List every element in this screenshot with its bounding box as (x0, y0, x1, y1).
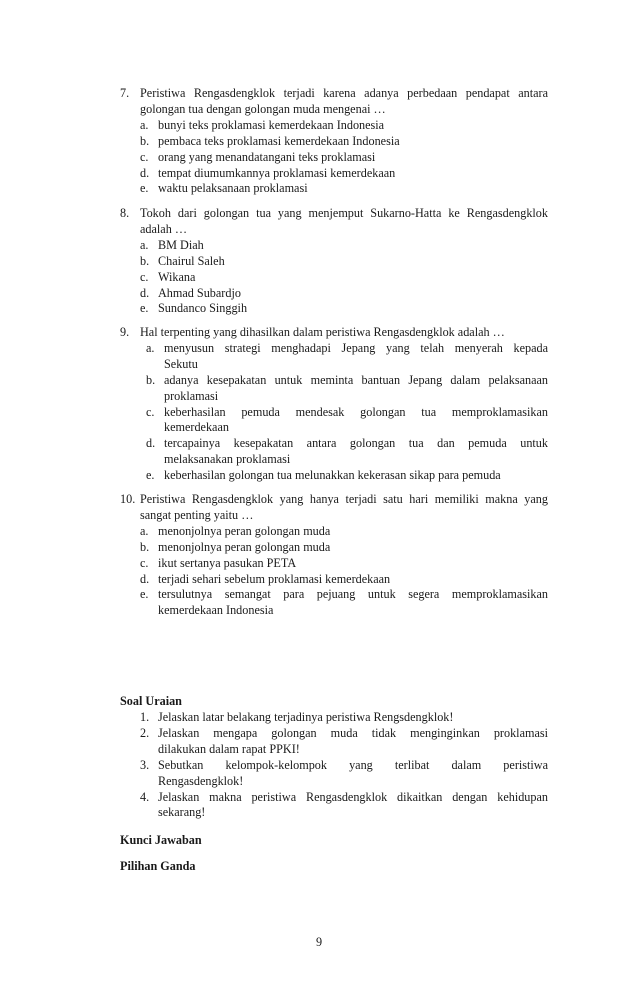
question-number: 9. (120, 325, 130, 339)
option-text-line-1: tersulutnya semangat para pejuang untuk segera memproklamasikan (158, 587, 548, 602)
option-letter: e. (140, 301, 149, 316)
essay-text-line-1: Jelaskan latar belakang terjadinya peristiwa Rengsdengklok! (158, 710, 454, 724)
essay-text-line-2: Rengasdengklok! (158, 773, 244, 788)
option-c (140, 270, 548, 286)
essay-list (140, 710, 548, 821)
essay-number: 3. (140, 757, 150, 772)
option-letter: e. (140, 587, 149, 602)
option-letter: e. (140, 181, 149, 196)
option-text-line-1: adanya kesepakatan untuk meminta bantuan Jepang dalam pelaksanaan (164, 372, 548, 387)
option-text-line-2: kemerdekaan (164, 420, 229, 435)
essay-item-1 (140, 710, 548, 726)
option-e (140, 181, 548, 197)
option-text: menonjolnya peran golongan muda (158, 523, 331, 538)
essay-text-line-1: Sebutkan kelompok-kelompok yang terlibat dalam peristiwa (158, 757, 548, 772)
option-e (140, 301, 548, 317)
option-letter: a. (140, 237, 149, 252)
option-letter: b. (140, 539, 150, 554)
option-letter: c. (140, 149, 149, 164)
option-text: BM Diah (158, 237, 204, 252)
option-text: waktu pelaksanaan proklamasi (158, 181, 308, 196)
option-d (146, 436, 548, 468)
option-text: orang yang menandatangani teks proklamasi (158, 149, 376, 164)
options-list (146, 341, 548, 484)
option-letter: a. (146, 340, 155, 355)
option-text-line-2: Sekutu (164, 356, 198, 371)
option-letter: e. (146, 468, 155, 483)
option-d (140, 166, 548, 182)
option-letter: c. (146, 404, 155, 419)
option-b (140, 254, 548, 270)
option-letter: b. (140, 253, 150, 268)
question-text-line-1: Peristiwa Rengasdengklok terjadi karena adanya perbedaan pendapat antara (140, 86, 548, 100)
option-e (146, 468, 548, 484)
option-b (140, 540, 548, 556)
option-a (140, 238, 548, 254)
option-letter: c. (140, 269, 149, 284)
option-letter: d. (140, 165, 150, 180)
essay-text-line-1: Jelaskan makna peristiwa Rengasdengklok dikaitkan dengan kehidupan (158, 789, 548, 804)
option-text-line-1: keberhasilan pemuda mendesak golongan tua memproklamasikan (164, 404, 548, 419)
essay-text-line-2: dilakukan dalam rapat PPKI! (158, 741, 300, 756)
option-text: menonjolnya peran golongan muda (158, 539, 331, 554)
question-number: 7. (120, 86, 130, 100)
option-letter: a. (140, 523, 149, 538)
option-letter: b. (140, 133, 150, 148)
option-b (146, 373, 548, 405)
option-text: terjadi sehari sebelum proklamasi kemerdekaan (158, 571, 391, 586)
option-text: Chairul Saleh (158, 253, 225, 268)
question-9 (120, 325, 548, 484)
answer-key-title: Kunci Jawaban (120, 833, 202, 847)
option-a (140, 118, 548, 134)
question-7 (120, 86, 548, 197)
question-text-line-2: adalah … (140, 221, 188, 236)
option-letter: a. (140, 117, 149, 132)
options-list (140, 524, 548, 619)
option-text-line-2: melaksanakan proklamasi (164, 452, 291, 467)
option-letter: b. (146, 372, 156, 387)
question-text-line-2: sangat penting yaitu … (140, 507, 254, 522)
question-text-line-1: Tokoh dari golongan tua yang menjemput Sukarno-Hatta ke Rengasdengklok (140, 206, 548, 220)
option-text: ikut sertanya pasukan PETA (158, 555, 297, 570)
option-text: Sundanco Singgih (158, 301, 248, 316)
question-number: 10. (120, 492, 136, 506)
option-text: pembaca teks proklamasi kemerdekaan Indonesia (158, 133, 400, 148)
option-text-line-2: proklamasi (164, 388, 219, 403)
page-number: 9 (315, 935, 323, 949)
essay-number: 1. (140, 710, 150, 724)
question-number: 8. (120, 206, 130, 220)
question-text-line-1: Peristiwa Rengasdengklok yang hanya terjadi satu hari memiliki makna yang (140, 492, 548, 506)
essay-text-line-1: Jelaskan mengapa golongan muda tidak menginginkan proklamasi (158, 725, 548, 740)
essay-item-4 (140, 790, 548, 822)
option-c (140, 556, 548, 572)
question-text-line-1: Hal terpenting yang dihasilkan dalam peristiwa Rengasdengklok adalah … (140, 325, 505, 339)
option-letter: d. (140, 285, 150, 300)
option-text-line-1: menyusun strategi menghadapi Jepang yang telah menyerah kepada (164, 340, 548, 355)
question-10 (120, 492, 548, 619)
essay-section-title: Soal Uraian (120, 694, 182, 708)
options-list (140, 118, 548, 198)
option-e (140, 587, 548, 619)
option-text-line-2: kemerdekaan Indonesia (158, 603, 274, 618)
question-8 (120, 206, 548, 317)
option-b (140, 134, 548, 150)
essay-text-line-2: sekarang! (158, 805, 206, 820)
options-list (140, 238, 548, 318)
essay-number: 4. (140, 789, 150, 804)
option-a (146, 341, 548, 373)
option-c (146, 405, 548, 437)
option-letter: d. (146, 436, 156, 451)
option-letter: d. (140, 571, 150, 586)
option-d (140, 572, 548, 588)
option-a (140, 524, 548, 540)
option-letter: c. (140, 555, 149, 570)
option-text: bunyi teks proklamasi kemerdekaan Indonesia (158, 117, 385, 132)
multiple-choice-title: Pilihan Ganda (120, 859, 196, 873)
essay-item-2 (140, 726, 548, 758)
option-text: Ahmad Subardjo (158, 285, 241, 300)
question-text-line-2: golongan tua dengan golongan muda mengenai … (140, 101, 386, 116)
option-text: Wikana (158, 269, 196, 284)
option-c (140, 150, 548, 166)
option-text-line-1: tercapainya kesepakatan antara golongan tua dan pemuda untuk (164, 436, 548, 451)
essay-item-3 (140, 758, 548, 790)
option-d (140, 286, 548, 302)
option-text-line-1: keberhasilan golongan tua melunakkan kekerasan sikap para pemuda (164, 468, 501, 483)
option-text: tempat diumumkannya proklamasi kemerdekaan (158, 165, 396, 180)
essay-number: 2. (140, 725, 150, 740)
